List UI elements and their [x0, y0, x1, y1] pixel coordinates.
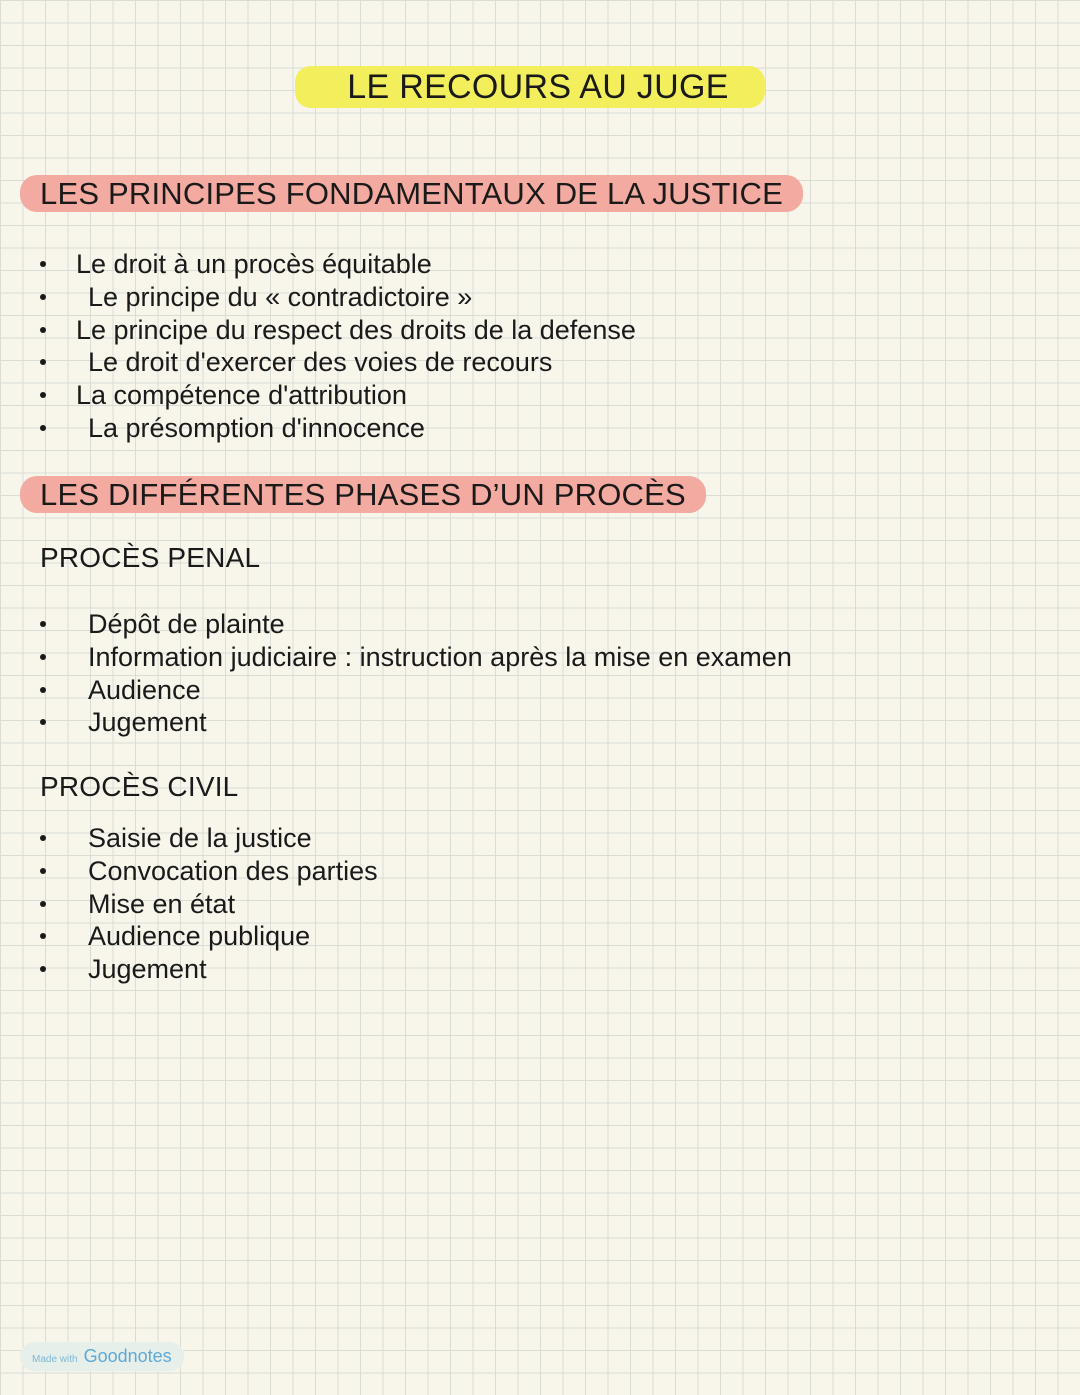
list-item	[0, 314, 636, 347]
list-item-label: Le principe du respect des droits de la defense	[76, 314, 636, 345]
list-item	[0, 412, 636, 445]
list-item-label: Information judiciaire : instruction après la mise en examen	[88, 641, 792, 672]
list-item-label: Le principe du « contradictoire »	[88, 281, 473, 312]
list-item-label: Jugement	[88, 954, 207, 985]
list-item-label: Dépôt de plainte	[88, 609, 285, 639]
bullet-icon	[40, 327, 46, 333]
bullet-icon	[40, 868, 46, 874]
bullet-icon	[40, 835, 46, 841]
list-item-label: Jugement	[88, 707, 207, 738]
bullet-icon	[40, 719, 46, 725]
list-item	[0, 641, 792, 674]
list-item	[0, 248, 636, 281]
list-item	[0, 953, 378, 986]
list-item	[0, 920, 378, 953]
badge-brand-logo: Goodnotes	[83, 1346, 172, 1366]
list-item	[0, 855, 378, 888]
subheading-penal: PROCÈS PENAL	[40, 542, 261, 573]
subheading-civil: PROCÈS CIVIL	[40, 771, 239, 802]
principles-list	[0, 248, 636, 445]
list-item-label: Audience publique	[88, 921, 311, 952]
bullet-icon	[40, 621, 46, 627]
list-item	[0, 608, 792, 641]
goodnotes-badge	[20, 1342, 184, 1371]
list-item-label: Audience	[88, 674, 201, 705]
list-item	[0, 281, 636, 314]
bullet-icon	[40, 425, 46, 431]
list-item-label: Saisie de la justice	[88, 823, 312, 853]
list-item-label: Convocation des parties	[88, 855, 378, 886]
list-item	[0, 888, 378, 921]
bullet-icon	[40, 654, 46, 660]
bullet-icon	[40, 261, 46, 267]
bullet-icon	[40, 933, 46, 939]
civil-steps-list	[0, 822, 378, 986]
list-item-label: Le droit à un procès équitable	[76, 249, 432, 279]
list-item	[0, 346, 636, 379]
bullet-icon	[40, 392, 46, 398]
list-item	[0, 674, 792, 707]
page-title: LE RECOURS AU JUGE	[295, 66, 764, 108]
section-heading-phases: LES DIFFÉRENTES PHASES D’UN PROCÈS	[20, 476, 706, 513]
list-item-label: La présomption d'innocence	[88, 412, 425, 443]
title-wrap	[0, 66, 1080, 108]
list-item-label: La compétence d'attribution	[76, 380, 407, 411]
list-item	[0, 822, 378, 855]
list-item	[0, 379, 636, 412]
bullet-icon	[40, 966, 46, 972]
bullet-icon	[40, 901, 46, 907]
bullet-icon	[40, 687, 46, 693]
bullet-icon	[40, 294, 46, 300]
list-item-label: Le droit d'exercer des voies de recours	[88, 347, 553, 378]
penal-steps-list	[0, 608, 792, 739]
bullet-icon	[40, 359, 46, 365]
section-heading-principles: LES PRINCIPES FONDAMENTAUX DE LA JUSTICE	[20, 175, 803, 212]
list-item	[0, 706, 792, 739]
list-item-label: Mise en état	[88, 888, 236, 919]
badge-prefix: Made with	[32, 1354, 78, 1365]
